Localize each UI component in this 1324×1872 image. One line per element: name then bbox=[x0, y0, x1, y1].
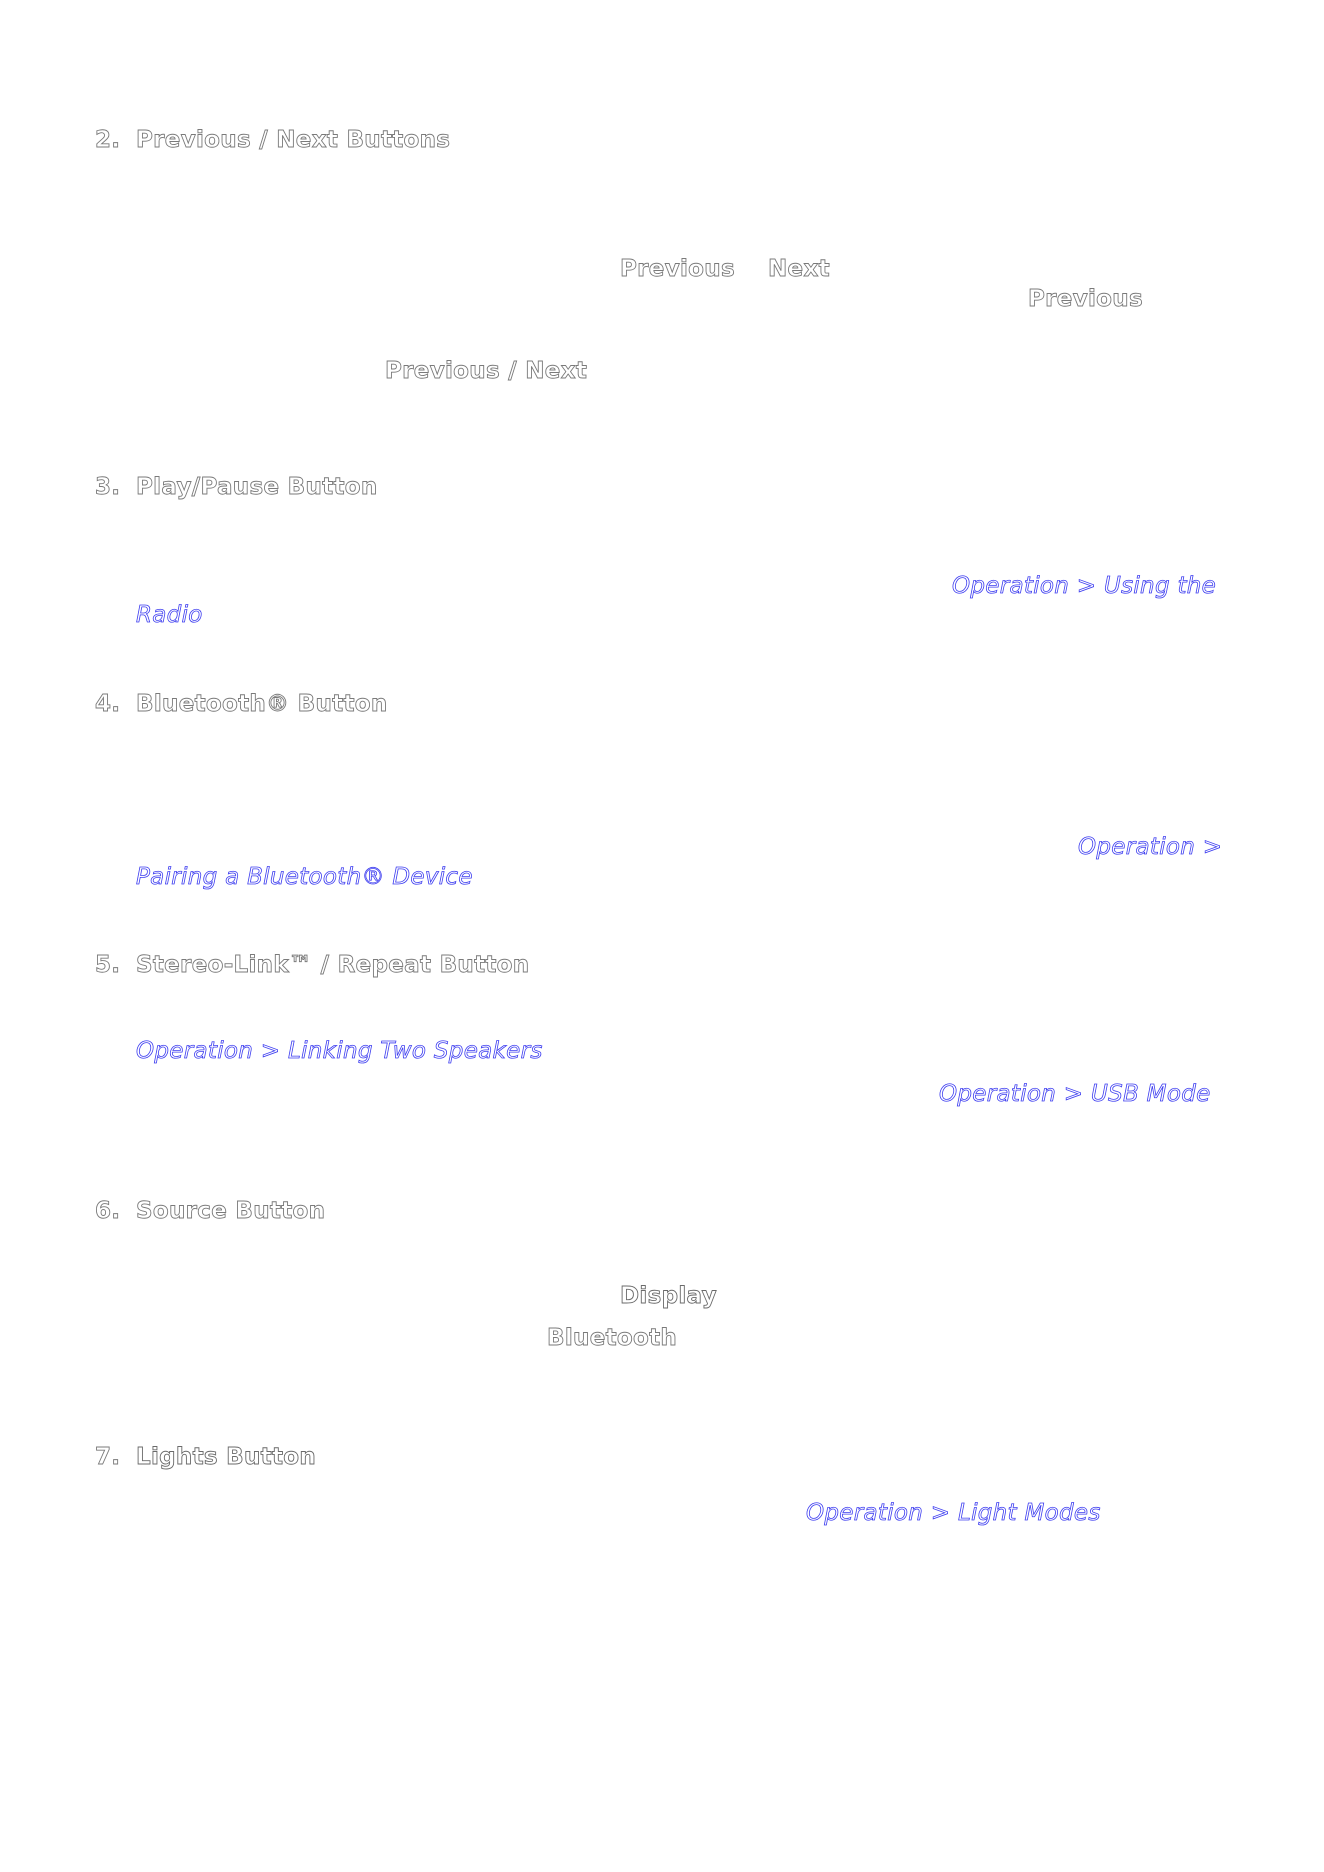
link-operation-usb-mode[interactable]: Operation > USB Mode bbox=[939, 1081, 1211, 1107]
term-previous: Previous bbox=[1028, 286, 1143, 312]
section-heading-play-pause: Play/Pause Button bbox=[136, 474, 378, 500]
link-operation[interactable]: Operation > bbox=[1078, 834, 1223, 860]
section-number: 7. bbox=[95, 1444, 121, 1470]
section-heading-bluetooth: Bluetooth® Button bbox=[136, 691, 388, 717]
link-operation-light-modes[interactable]: Operation > Light Modes bbox=[806, 1500, 1101, 1526]
link-operation-using-the[interactable]: Operation > Using the bbox=[952, 573, 1217, 599]
section-heading-source: Source Button bbox=[136, 1198, 326, 1224]
section-number: 5. bbox=[95, 952, 121, 978]
link-radio[interactable]: Radio bbox=[136, 602, 203, 628]
section-heading-lights: Lights Button bbox=[136, 1444, 317, 1470]
term-bluetooth: Bluetooth bbox=[547, 1325, 678, 1351]
term-previous: Previous bbox=[620, 256, 735, 282]
term-previous-next: Previous / Next bbox=[385, 358, 588, 384]
section-number: 4. bbox=[95, 691, 121, 717]
term-display: Display bbox=[620, 1283, 717, 1309]
section-number: 2. bbox=[95, 127, 121, 153]
link-pairing-bluetooth-device[interactable]: Pairing a Bluetooth® Device bbox=[136, 864, 473, 890]
term-next: Next bbox=[768, 256, 830, 282]
link-operation-linking-two-speakers[interactable]: Operation > Linking Two Speakers bbox=[136, 1038, 543, 1064]
section-number: 3. bbox=[95, 474, 121, 500]
section-heading-stereo-link-repeat: Stereo-Link™ / Repeat Button bbox=[136, 952, 530, 978]
section-number: 6. bbox=[95, 1198, 121, 1224]
section-heading-previous-next: Previous / Next Buttons bbox=[136, 127, 451, 153]
